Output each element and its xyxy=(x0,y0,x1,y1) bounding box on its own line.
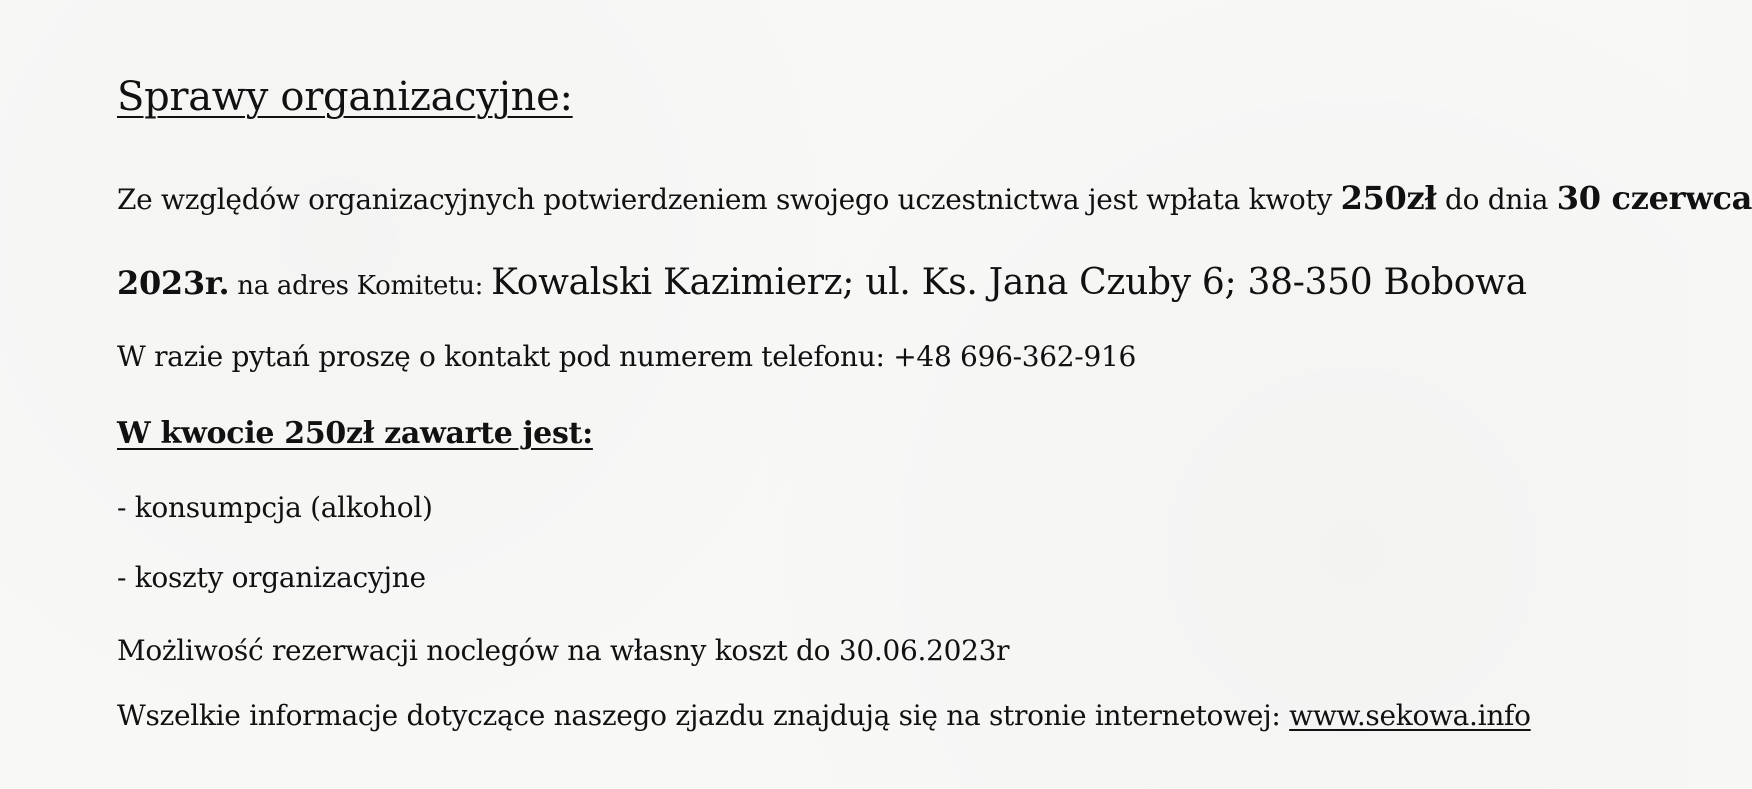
contact-paragraph: W razie pytań proszę o kontakt pod numerem telefonu: +48 696-362-916 xyxy=(117,340,1137,373)
payment-deadline-text: do dnia xyxy=(1436,183,1557,216)
payment-amount: 250zł xyxy=(1340,179,1437,217)
payment-deadline-date: 30 czerwca xyxy=(1556,179,1752,217)
website-link[interactable]: www.sekowa.info xyxy=(1289,699,1531,732)
page-title: Sprawy organizacyjne: xyxy=(117,74,573,120)
committee-address: Kowalski Kazimierz; ul. Ks. Jana Czuby 6; 38-350 Bobowa xyxy=(491,262,1527,303)
included-heading: W kwocie 250zł zawarte jest: xyxy=(117,416,593,451)
payment-text: Ze względów organizacyjnych potwierdzeniem swojego uczestnictwa jest wpłata kwoty xyxy=(117,183,1341,216)
website-paragraph xyxy=(117,699,1531,732)
payment-deadline-year: 2023r. xyxy=(117,264,230,302)
accommodation-paragraph: Możliwość rezerwacji noclegów na własny koszt do 30.06.2023r xyxy=(117,634,1010,667)
payment-paragraph-line2 xyxy=(117,262,1527,303)
website-text: Wszelkie informacje dotyczące naszego zjazdu znajdują się na stronie internetowej: xyxy=(117,699,1290,732)
list-item: - konsumpcja (alkohol) xyxy=(117,491,433,524)
payment-paragraph-line1 xyxy=(117,179,1752,217)
committee-label: na adres Komitetu: xyxy=(229,271,492,301)
list-item: - koszty organizacyjne xyxy=(117,561,426,594)
